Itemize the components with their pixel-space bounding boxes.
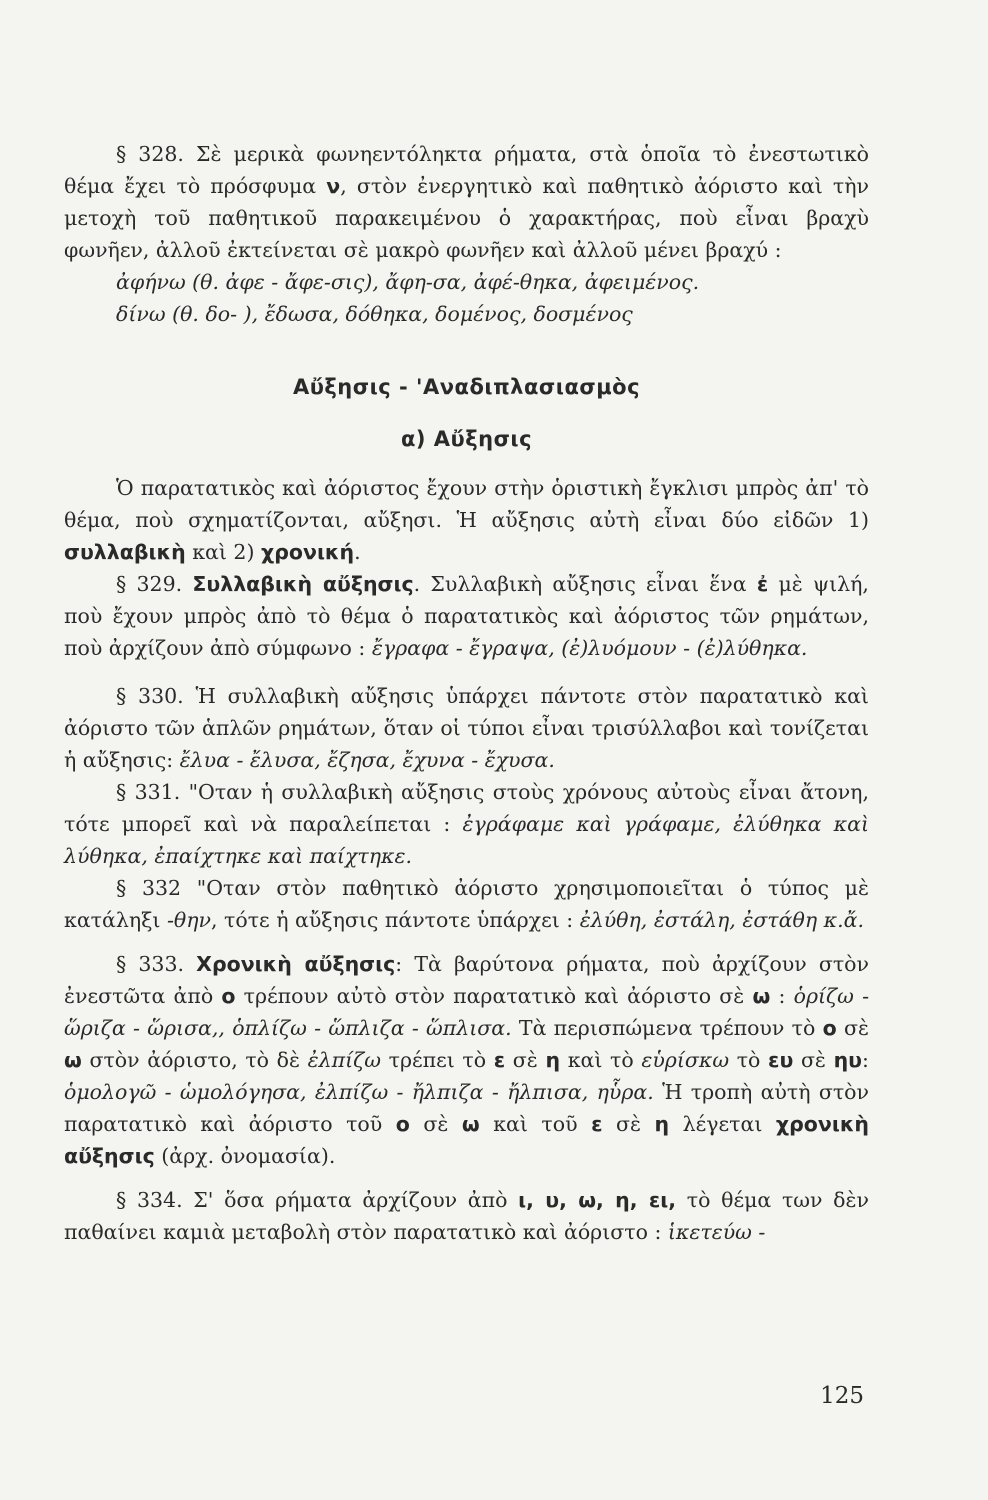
example-line-1: ἀφήνω (θ. ἀφε - ἄφε-σις), ἄφη-σα, ἀφέ-θηκα, ἀφειμένος. — [116, 270, 700, 294]
paragraph-331: § 331. "Οταν ἡ συλλαβικὴ αὔξησις στοὺς χρόνους αὐτοὺς εἶναι ἄτονη, τότε μπορεῖ καὶ νὰ παραλείπεται : ἐγράφαμε καὶ γράφαμε, ἐλύθηκα καὶ λύθηκα, ἐπαίχτηκε καὶ παίχτηκε. — [64, 780, 869, 868]
page-number: 125 — [820, 1383, 864, 1409]
page-body — [64, 138, 869, 1248]
paragraph-333: § 333. Χρονικὴ αὔξησις: Τὰ βαρύτονα ρήματα, ποὺ ἀρχίζουν στὸν ἐνεστῶτα ἀπὸ ο τρέπουν αὐτὸ στὸν παρατατικὸ καὶ ἀόριστο σὲ ω : ὁρίζω - ὥριζα - ὥρισα,, ὁπλίζω - ὥπλιζα - ὥπλισα. Τὰ περισπώμενα τρέπουν τὸ ο σὲ ω στὸν ἀόριστο, τὸ δὲ ἐλπίζω τρέπει τὸ ε σὲ η καὶ τὸ εὑρίσκω τὸ ευ σὲ ηυ: ὁμολογῶ - ὡμολόγησα, ἐλπίζω - ἤλπιζα - ἤλπισα, ηὗρα. Ἡ τροπὴ αὐτὴ στὸν παρατατικὸ καὶ ἀόριστο τοῦ ο σὲ ω καὶ τοῦ ε σὲ η λέγεται χρονικὴ αὔξησις (ἀρχ. ὀνομασία). — [64, 952, 869, 1168]
subsection-heading: α) Αὔξησις — [400, 427, 533, 451]
paragraph-328: § 328. Σὲ μερικὰ φωνηεντόληκτα ρήματα, στὰ ὁποῖα τὸ ἐνεστωτικὸ θέμα ἔχει τὸ πρόσφυμα ν, στὸν ἐνεργητικὸ καὶ παθητικὸ ἀόριστο καὶ τὴν μετοχὴ τοῦ παθητικοῦ παρακειμένου ὁ χαρακτήρας, ποὺ εἶναι βραχὺ φωνῆεν, ἀλλοῦ ἐκτείνεται σὲ μακρὸ φωνῆεν καὶ ἀλλοῦ μένει βραχύ : — [64, 142, 869, 262]
example-line-2: δίνω (θ. δο- ), ἔδωσα, δόθηκα, δομένος, δοσμένος — [116, 302, 633, 326]
paragraph-334: § 334. Σ' ὅσα ρήματα ἀρχίζουν ἀπὸ ι, υ, ω, η, ει, τὸ θέμα των δὲν παθαίνει καμιὰ μεταβολὴ στὸν παρατατικὸ καὶ ἀόριστο : ἱκετεύω - — [64, 1188, 869, 1244]
paragraph-329: § 329. Συλλαβικὴ αὔξησις. Συλλαβικὴ αὔξησις εἶναι ἕνα ἐ μὲ ψιλή, ποὺ ἔχουν μπρὸς ἀπὸ τὸ θέμα ὁ παρατατικὸς καὶ ἀόριστος τῶν ρημάτων, ποὺ ἀρχίζουν ἀπὸ σύμφωνο : ἔγραφα - ἔγραψα, (ἐ)λυόμουν - (ἐ)λύθηκα. — [64, 572, 869, 660]
section-heading: Αὔξησις - 'Αναδιπλασιασμὸς — [292, 375, 641, 399]
paragraph-intro: Ὁ παρατατικὸς καὶ ἀόριστος ἔχουν στὴν ὁριστικὴ ἔγκλισι μπρὸς ἀπ' τὸ θέμα, ποὺ σχηματίζονται, αὔξησι. Ἡ αὔξησις αὐτὴ εἶναι δύο εἰδῶν 1) συλλαβικὴ καὶ 2) χρονική. — [64, 476, 869, 564]
paragraph-332: § 332 "Οταν στὸν παθητικὸ ἀόριστο χρησιμοποιεῖται ὁ τύπος μὲ κατάληξι -θην, τότε ἡ αὔξησις πάντοτε ὑπάρχει : ἐλύθη, ἐστάλη, ἐστάθη κ.ἄ. — [64, 876, 869, 932]
paragraph-330: § 330. Ἡ συλλαβικὴ αὔξησις ὑπάρχει πάντοτε στὸν παρατατικὸ καὶ ἀόριστο τῶν ἁπλῶν ρημάτων, ὅταν οἱ τύποι εἶναι τρισύλλαβοι καὶ τονίζεται ἡ αὔξησις: ἔλυα - ἔλυσα, ἔζησα, ἔχυνα - ἔχυσα. — [64, 684, 869, 772]
